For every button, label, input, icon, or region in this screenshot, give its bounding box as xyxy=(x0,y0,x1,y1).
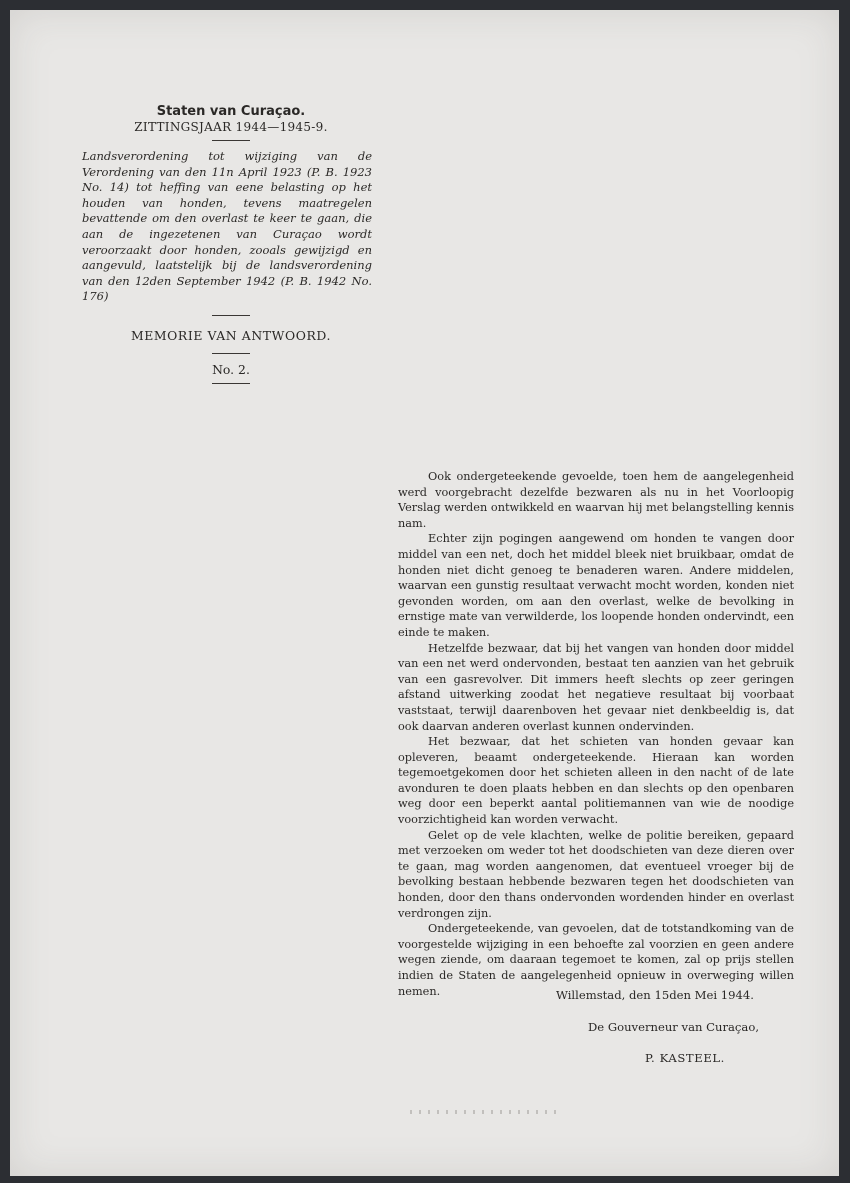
divider xyxy=(212,353,250,354)
paragraph: Ondergeteekende, van gevoelen, dat de totstandkoming van de voorgestelde wijziging in een behoefte zal voorzien en geen andere wegen ziende, om daaraan tegemoet te komen, zal op prijs stellen indien de Staten de aangelegenheid opnieuw in overweging willen nemen. xyxy=(398,922,794,998)
divider xyxy=(212,383,250,384)
document-type: MEMORIE VAN ANTWOORD. xyxy=(130,327,332,343)
divider xyxy=(212,315,250,316)
decree-description: Landsverordening tot wijziging van de Verordening van den 11n April 1923 (P. B. 1923 No. 14) tot heffing van eene belasting op het houden van honden, tevens maatregelen bevattende om den overlast te keer te gaan, die aan de ingezetenen van Curaçao wordt veroorzaakt door honden, zooals gewijzigd en aangevuld, laatstelijk bij de landsverordening van den 12den September 1942 (P. B. 1942 No. 176) xyxy=(82,149,372,304)
page-title: Staten van Curaçao. xyxy=(156,104,306,119)
document-page xyxy=(10,10,839,1176)
memorandum-body xyxy=(398,469,794,999)
divider xyxy=(212,140,250,141)
paragraph: Echter zijn pogingen aangewend om honden te vangen door middel van een net, doch het middel bleek niet bruikbaar, omdat de honden niet dicht genoeg te benaderen waren. Andere middelen, waarvan een gunstig resultaat verwacht mocht worden, konden niet gevonden worden, om aan den overlast, welke de bevolking in ernstige mate van verwilderde, los loopende honden ondervindt, een einde te maken. xyxy=(398,532,794,639)
place-date: Willemstad, den 15den Mei 1944. xyxy=(556,988,754,1002)
paragraph: Hetzelfde bezwaar, dat bij het vangen van honden door middel van een net werd ondervonden, bestaat ten aanzien van het gebruik van een gasrevolver. Dit immers heeft slechts op zeer geringen afstand uitwerking zoodat het negatieve resultaat bij voorbaat vaststaat, terwijl daarenboven het gevaar niet denkbeeldig is, dat ook daarvan anderen overlast kunnen ondervinden. xyxy=(398,641,794,733)
paper-marks xyxy=(410,1110,560,1114)
signatory-name: P. KASTEEL. xyxy=(645,1051,725,1065)
session-line: ZITTINGSJAAR 1944—1945-9. xyxy=(134,120,328,134)
paragraph: Gelet op de vele klachten, welke de politie bereiken, gepaard met verzoeken om weder tot het doodschieten van deze dieren over te gaan, mag worden aangenomen, dat eventueel vroeger bij de bevolking bestaan hebbende bezwaren tegen het doodschieten van honden, door den thans ondervonden wordenden hinder en overlast verdrongen zijn. xyxy=(398,828,794,920)
header-block xyxy=(82,104,372,384)
paragraph: Ook ondergeteekende gevoelde, toen hem de aangelegenheid werd voorgebracht dezelfde bezwaren als nu in het Voorloopig Verslag werden ontwikkeld en waarvan hij met belangstelling kennis nam. xyxy=(398,470,794,530)
signatory-office: De Gouverneur van Curaçao, xyxy=(588,1020,760,1034)
paragraph: Het bezwaar, dat het schieten van honden gevaar kan opleveren, beaamt ondergeteekende. Hieraan kan worden tegemoetgekomen door het schieten alleen in den nacht of de late avonduren te doen plaats hebben en dan slechts op den openbaren weg door een beperkt aantal politiemannen van wie de noodige voorzichtigheid kan worden verwacht. xyxy=(398,735,794,827)
document-number: No. 2. xyxy=(212,361,250,377)
